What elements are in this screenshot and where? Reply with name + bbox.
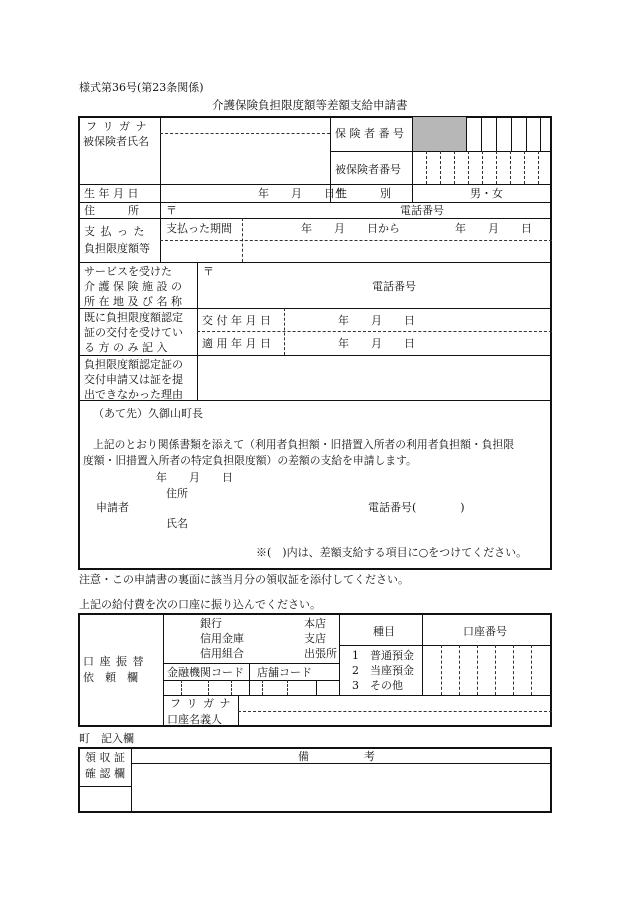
apply-date-field[interactable]: 年 月 日 [338, 337, 415, 350]
attachment-notice: 注意・この申請書の裏面に該当月分の領収証を添付してください。 [79, 573, 409, 586]
application-body-line1: 上記のとおり関係書類を添えて（利用者負担額・旧措置入所者の利用者負担額・負担限 [93, 438, 515, 451]
period-to-field[interactable]: 年 月 日 [455, 222, 532, 235]
sub-branch-option[interactable]: 出張所 [304, 647, 337, 660]
reason-label-line3: 出できなかった理由 [84, 388, 183, 401]
page-title: 介護保険負担限度額等差額支給申請書 [212, 98, 408, 112]
branch-code-label: 店舗コード [257, 666, 312, 679]
account-number-label: 口座番号 [463, 625, 507, 638]
applicant-phone[interactable]: 電話番号( ) [368, 501, 465, 514]
period-from-field[interactable]: 年 月 日から [301, 222, 400, 235]
bank-code-label: 金融機関コード [167, 666, 244, 679]
bank-section-line2: 依 頼 欄 [83, 671, 138, 684]
apply-date-label: 適 用 年 月 日 [202, 337, 271, 350]
facility-label-line2: 介 護 保 険 施 設 の [84, 280, 182, 293]
account-type-label: 種目 [373, 625, 395, 638]
town-section-label: 町 記入欄 [79, 732, 134, 745]
cert-label-line2: 証の交付を受けてい [84, 326, 183, 339]
applicant-address-label: 住所 [166, 487, 188, 500]
application-body-line2: 度額・旧措置入所者の特定負担限度額）の差額の支給を申請します。 [83, 454, 417, 467]
sex-label: 性 別 [336, 187, 391, 200]
facility-label-line1: サービスを受けた [84, 265, 172, 278]
branch-option[interactable]: 支店 [304, 632, 326, 645]
applicant-label: 申請者 [96, 501, 129, 514]
reason-label-line1: 負担限度額認定証の [84, 358, 183, 371]
form-number: 様式第36号(第23条関係) [79, 81, 204, 94]
cert-label-line3: る 方 の み 記 入 [84, 341, 168, 354]
insurer-number-shaded-cell [413, 117, 466, 151]
sex-options[interactable]: 男・女 [470, 187, 503, 200]
address-label: 住 所 [84, 204, 139, 217]
insured-name-label: 被保険者氏名 [83, 135, 149, 148]
head-office-option[interactable]: 本店 [304, 617, 326, 630]
bank-intro: 上記の給付費を次の口座に振り込んでください。 [79, 598, 321, 611]
receipt-label-line1: 領 収 証 [85, 751, 125, 764]
facility-label-line3: 所 在 地 及 び 名 称 [84, 295, 182, 308]
phone-label: 電話番号 [400, 204, 444, 217]
furigana-label: フ リ ガ ナ [86, 120, 148, 133]
account-type-other[interactable]: 3 その他 [352, 679, 403, 692]
insured-number-label: 被保険者番号 [335, 163, 401, 176]
applicant-name-label: 氏名 [166, 517, 188, 530]
paid-label-line1: 支 払 っ た [84, 225, 146, 238]
account-type-ordinary[interactable]: 1 普通預金 [352, 649, 414, 662]
paid-label-line2: 負担限度額等 [84, 242, 150, 255]
insurer-number-label: 保 険 者 番 号 [335, 127, 404, 140]
shinkin-option[interactable]: 信用金庫 [200, 632, 244, 645]
bank-section-line1: 口 座 振 替 [83, 655, 145, 668]
kumiai-option[interactable]: 信用組合 [200, 647, 244, 660]
postal-mark: 〒 [166, 204, 177, 217]
birth-date-label: 生 年 月 日 [84, 187, 139, 200]
facility-phone-label: 電話番号 [372, 280, 416, 293]
account-type-current[interactable]: 2 当座預金 [352, 664, 414, 677]
bank-option[interactable]: 銀行 [200, 617, 222, 630]
paid-period-label: 支払った期間 [166, 222, 232, 235]
reason-label-line2: 交付申請又は証を提 [84, 373, 183, 386]
cert-label-line1: 既に負担限度額認定 [84, 311, 183, 324]
insured-name-field[interactable] [162, 136, 328, 182]
facility-postal-mark: 〒 [203, 265, 214, 278]
account-holder-label: 口座名義人 [167, 713, 222, 726]
holder-furigana-label: フ リ ガ ナ [170, 697, 232, 710]
application-date[interactable]: 年 月 日 [156, 471, 233, 484]
issue-date-label: 交 付 年 月 日 [202, 314, 271, 327]
issue-date-field[interactable]: 年 月 日 [338, 314, 415, 327]
application-note: ※( )内は、差額支給する項目に○をつけてください。 [256, 546, 528, 559]
receipt-label-line2: 確 認 欄 [85, 767, 125, 780]
birth-date-field[interactable]: 年 月 日生 [258, 187, 346, 200]
addressee: （あて先）久御山町長 [93, 407, 203, 420]
remarks-label: 備 考 [298, 750, 375, 763]
